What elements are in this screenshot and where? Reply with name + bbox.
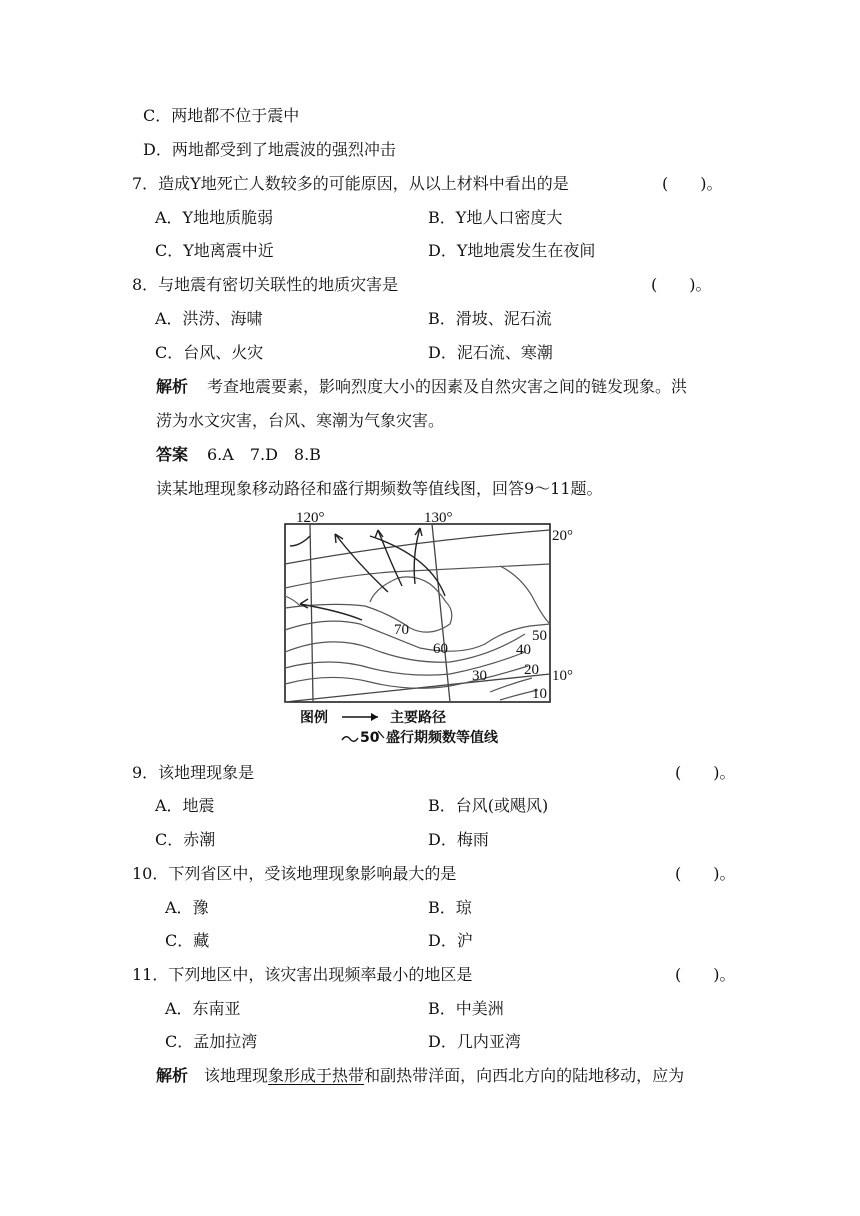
lat-label-20: 20°	[552, 528, 573, 544]
q9-answer-paren: ( )。	[675, 763, 736, 782]
q11-option-c: C．孟加拉湾	[165, 1032, 258, 1051]
q10-option-c: C．藏	[165, 931, 210, 950]
analysis-2-label: 解析	[156, 1066, 189, 1085]
contour-label-20: 20	[524, 662, 539, 678]
lat-label-10: 10°	[552, 668, 573, 684]
q11-stem: 11．下列地区中，该灾害出现频率最小的地区是	[132, 965, 473, 984]
q10-stem: 10．下列省区中，受该地理现象影响最大的是	[132, 864, 457, 883]
q8-answer-paren: ( )。	[651, 275, 712, 294]
q11-answer-paren: ( )。	[675, 965, 736, 984]
legend-path-label: 主要路径	[390, 710, 446, 726]
lon-label-120: 120°	[296, 510, 325, 526]
analysis-line-2: 涝为水文灾害，台风、寒潮为气象灾害。	[156, 411, 445, 430]
q8-option-c: C．台风、火灾	[155, 343, 264, 362]
q10-option-b: B．琼	[428, 898, 472, 917]
legend-sample-value: 50	[360, 730, 380, 746]
q8-option-a: A．洪涝、海啸	[155, 309, 263, 328]
legend-contour-label: 盛行期频数等值线	[386, 730, 498, 746]
contour-label-60: 60	[433, 641, 448, 657]
contour-label-70: 70	[394, 622, 409, 638]
q9-option-a: A．地震	[155, 796, 215, 815]
analysis-2-text-post: 和副热带洋面，向西北方向的陆地移动，应为	[364, 1066, 685, 1085]
q8-option-d: D．泥石流、寒潮	[428, 343, 553, 362]
q9-stem: 9．该地理现象是	[132, 763, 255, 782]
q11-option-b: B．中美洲	[428, 999, 504, 1018]
figure-intro: 读某地理现象移动路径和盛行期频数等值线图，回答9～11题。	[156, 479, 603, 498]
answer-label: 答案	[156, 445, 189, 464]
analysis-2-text-underlined: 象形成于热带	[268, 1066, 365, 1085]
contour-label-30: 30	[472, 668, 487, 684]
q7-option-c: C．Y地离震中近	[155, 241, 274, 260]
q7-answer-paren: ( )。	[662, 174, 723, 193]
q11-option-d: D．几内亚湾	[428, 1032, 521, 1051]
analysis-line-1: 考查地震要素，影响烈度大小的因素及自然灾害之间的链发现象。洪	[207, 377, 688, 396]
contour-label-10: 10	[532, 686, 547, 702]
q8-stem: 8．与地震有密切关联性的地质灾害是	[132, 275, 399, 294]
lon-label-130: 130°	[424, 510, 453, 526]
analysis-label: 解析	[156, 377, 189, 396]
typhoon-path-map	[270, 506, 573, 748]
analysis-2-text-pre: 该地理现	[204, 1066, 269, 1085]
q6-option-d: D．两地都受到了地震波的强烈冲击	[143, 140, 396, 159]
contour-label-50: 50	[532, 628, 547, 644]
q10-answer-paren: ( )。	[675, 864, 736, 883]
answer-values: 6.A 7.D 8.B	[207, 445, 321, 464]
q7-option-b: B．Y地人口密度大	[428, 208, 563, 227]
q9-option-c: C．赤潮	[155, 830, 216, 849]
q8-option-b: B．滑坡、泥石流	[428, 309, 552, 328]
q6-option-c: C．两地都不位于震中	[143, 106, 300, 125]
map-legend	[300, 709, 499, 746]
q11-option-a: A．东南亚	[165, 999, 241, 1018]
contour-label-40: 40	[516, 642, 531, 658]
q9-option-b: B．台风(或飓风)	[428, 796, 549, 815]
q10-option-d: D．沪	[428, 931, 473, 950]
analysis-2-line	[156, 1065, 684, 1087]
q7-option-a: A．Y地地质脆弱	[155, 208, 274, 227]
q7-stem: 7．造成Y地死亡人数较多的可能原因，从以上材料中看出的是	[132, 174, 569, 193]
q7-option-d: D．Y地地震发生在夜间	[428, 241, 596, 260]
q10-option-a: A．豫	[165, 898, 209, 917]
legend-title: 图例	[300, 710, 328, 726]
q9-option-d: D．梅雨	[428, 830, 489, 849]
